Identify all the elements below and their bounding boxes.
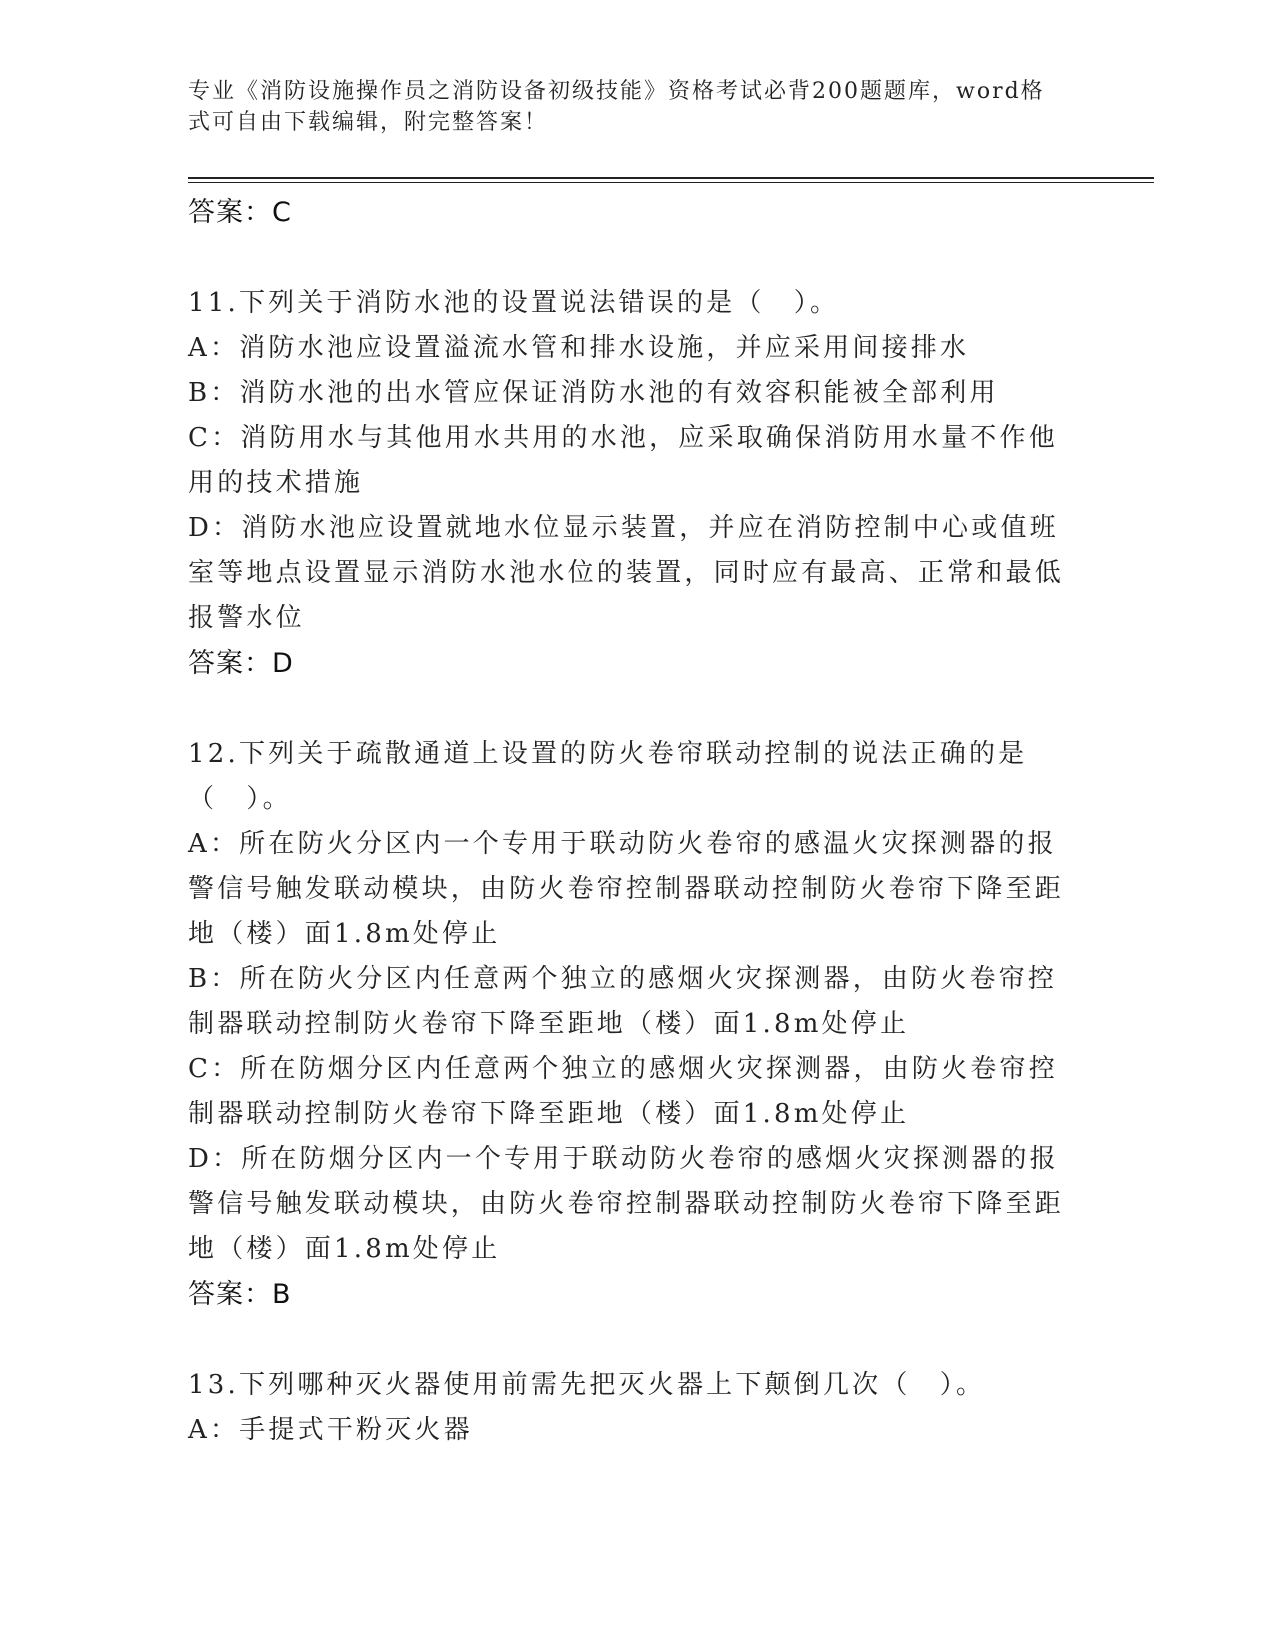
option-d: D：消防水池应设置就地水位显示装置，并应在消防控制中心或值班室等地点设置显示消防水池水位的装置，同时应有最高、正常和最低报警水位	[188, 513, 1065, 633]
question-text: 13.下列哪种灭火器使用前需先把灭火器上下颠倒几次（ ）。	[188, 1370, 986, 1400]
answer-line: 答案：B	[188, 1279, 292, 1310]
question-text: 11.下列关于消防水池的设置说法错误的是（ ）。	[188, 288, 840, 318]
question-text: 12.下列关于疏散通道上设置的防火卷帘联动控制的说法正确的是（ ）。	[188, 739, 1028, 814]
question-list	[188, 190, 1078, 1453]
option-a: A：手提式干粉灭火器	[188, 1415, 473, 1445]
header-divider-thick	[188, 177, 1154, 179]
question-block	[188, 281, 1078, 686]
option-c: C：所在防烟分区内任意两个独立的感烟火灾探测器，由防火卷帘控制器联动控制防火卷帘下降至距地（楼）面1.8m处停止	[188, 1054, 1058, 1129]
question-block	[188, 732, 1078, 1317]
option-b: B：所在防火分区内任意两个独立的感烟火灾探测器，由防火卷帘控制器联动控制防火卷帘下降至距地（楼）面1.8m处停止	[188, 964, 1058, 1039]
answer-line: 答案：C	[188, 197, 292, 228]
option-a: A：消防水池应设置溢流水管和排水设施，并应采用间接排水	[188, 333, 970, 363]
header-divider-thin	[188, 182, 1154, 183]
question-block	[188, 1363, 1078, 1453]
option-c: C：消防用水与其他用水共用的水池，应采取确保消防用水量不作他用的技术措施	[188, 423, 1058, 498]
header-description: 专业《消防设施操作员之消防设备初级技能》资格考试必背200题题库，word格式可自由下载编辑，附完整答案！	[188, 79, 1045, 135]
option-a: A：所在防火分区内一个专用于联动防火卷帘的感温火灾探测器的报警信号触发联动模块，由防火卷帘控制器联动控制防火卷帘下降至距地（楼）面1.8m处停止	[188, 829, 1065, 949]
option-b: B：消防水池的出水管应保证消防水池的有效容积能被全部利用	[188, 378, 999, 408]
answer-line: 答案：D	[188, 648, 294, 679]
option-d: D：所在防烟分区内一个专用于联动防火卷帘的感烟火灾探测器的报警信号触发联动模块，由防火卷帘控制器联动控制防火卷帘下降至距地（楼）面1.8m处停止	[188, 1144, 1065, 1264]
